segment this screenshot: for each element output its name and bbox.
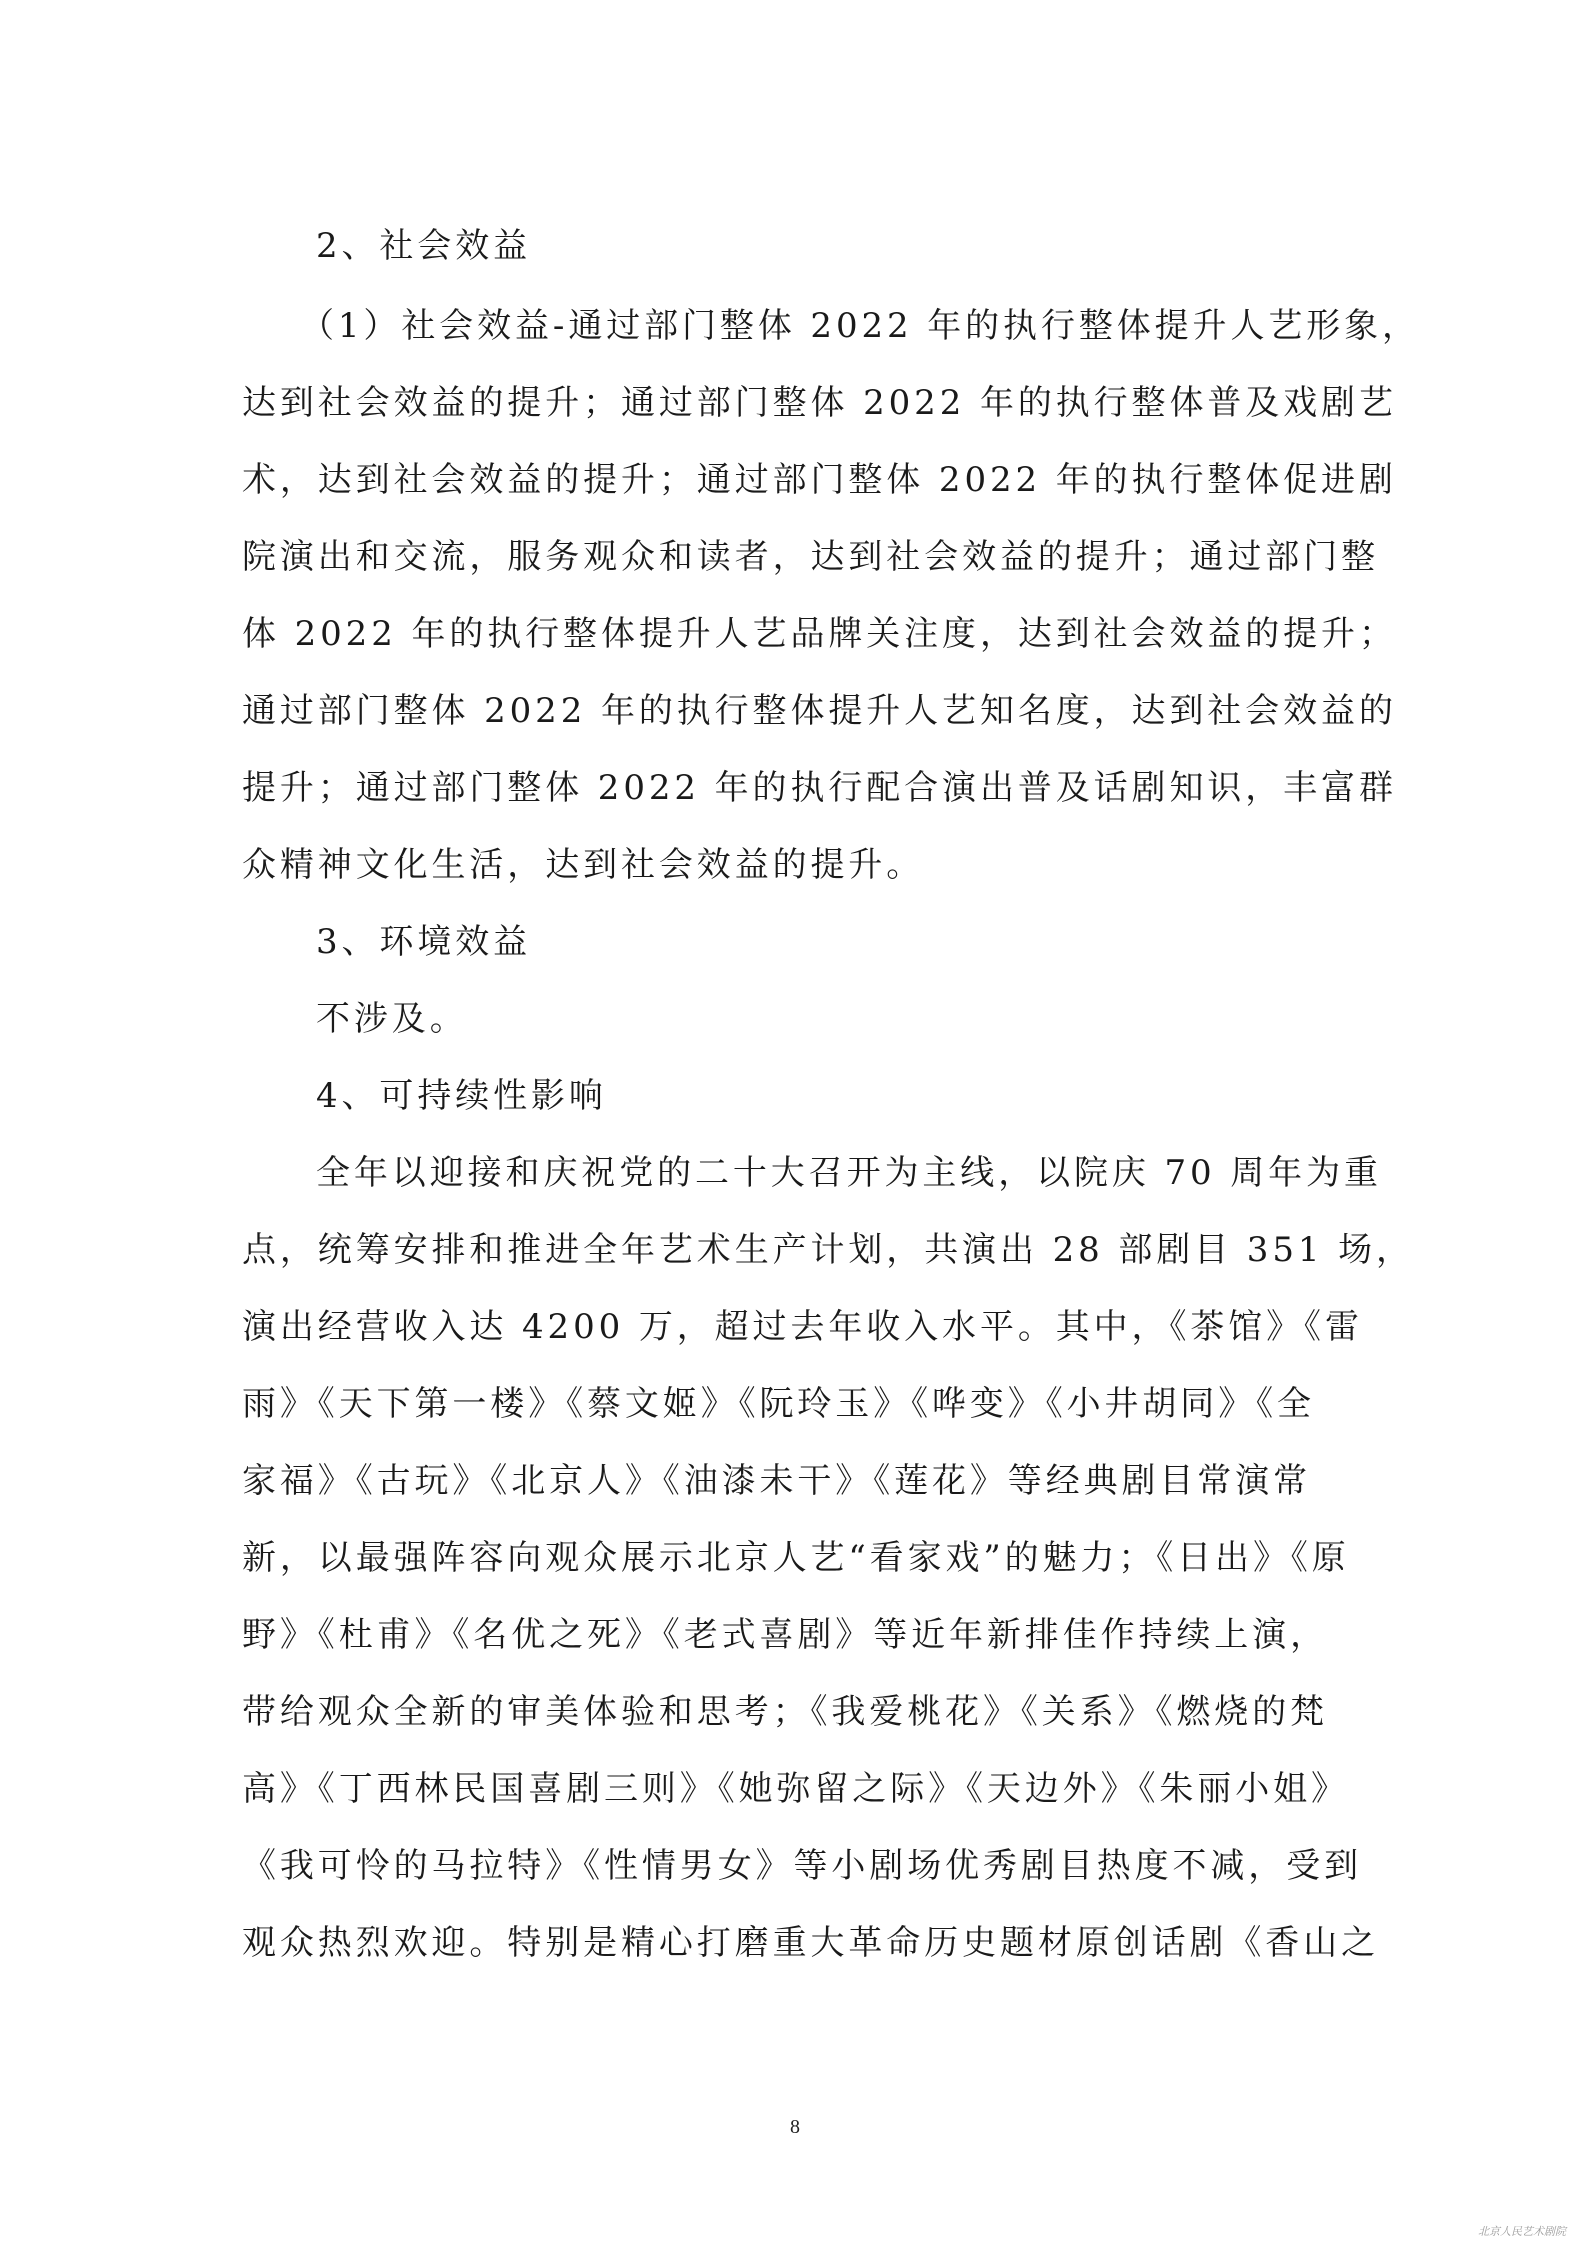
watermark: 北京人民艺术剧院 — [1478, 2225, 1566, 2238]
body-line: 提升；通过部门整体 2022 年的执行配合演出普及话剧知识，丰富群 — [242, 768, 1397, 808]
body-line: 雨》《天下第一楼》《蔡文姬》《阮玲玉》《哗变》《小井胡同》《全 — [242, 1384, 1315, 1424]
body-line: 点，统筹安排和推进全年艺术生产计划，共演出 28 部剧目 351 场， — [242, 1230, 1414, 1270]
body-line: 家福》《古玩》《北京人》《油漆未干》《莲花》等经典剧目常演常 — [242, 1461, 1311, 1501]
body-line: 带给观众全新的审美体验和思考；《我爱桃花》《关系》《燃烧的梵 — [242, 1692, 1328, 1732]
body-line: 不涉及。 — [316, 999, 468, 1039]
body-line: 新，以最强阵容向观众展示北京人艺“看家戏”的魅力；《日出》《原 — [242, 1538, 1350, 1578]
body-line: 观众热烈欢迎。特别是精心打磨重大革命历史题材原创话剧《香山之 — [242, 1923, 1379, 1963]
heading-environmental-benefits: 3、环境效益 — [316, 922, 532, 962]
body-line: 院演出和交流，服务观众和读者，达到社会效益的提升；通过部门整 — [242, 537, 1379, 577]
heading-sustainability-impact: 4、可持续性影响 — [316, 1076, 607, 1116]
body-line: 术，达到社会效益的提升；通过部门整体 2022 年的执行整体促进剧 — [242, 460, 1397, 500]
page-number: 8 — [790, 2116, 800, 2138]
body-line: 全年以迎接和庆祝党的二十大召开为主线，以院庆 70 周年为重 — [316, 1153, 1382, 1193]
body-line: 达到社会效益的提升；通过部门整体 2022 年的执行整体普及戏剧艺 — [242, 383, 1397, 423]
body-line: （1）社会效益-通过部门整体 2022 年的执行整体提升人艺形象， — [300, 306, 1420, 346]
body-line: 高》《丁西林民国喜剧三则》《她弥留之际》《天边外》《朱丽小姐》 — [242, 1769, 1349, 1809]
body-line: 演出经营收入达 4200 万，超过去年收入水平。其中，《茶馆》《雷 — [242, 1307, 1363, 1347]
body-line: 野》《杜甫》《名优之死》《老式喜剧》等近年新排佳作持续上演， — [242, 1615, 1328, 1655]
body-line: 《我可怜的马拉特》《性情男女》等小剧场优秀剧目热度不减，受到 — [242, 1846, 1362, 1886]
heading-social-benefits: 2、社会效益 — [316, 226, 532, 266]
body-line: 体 2022 年的执行整体提升人艺品牌关注度，达到社会效益的提升； — [242, 614, 1397, 654]
body-line: 众精神文化生活，达到社会效益的提升。 — [242, 845, 925, 885]
body-line: 通过部门整体 2022 年的执行整体提升人艺知名度，达到社会效益的 — [242, 691, 1397, 731]
